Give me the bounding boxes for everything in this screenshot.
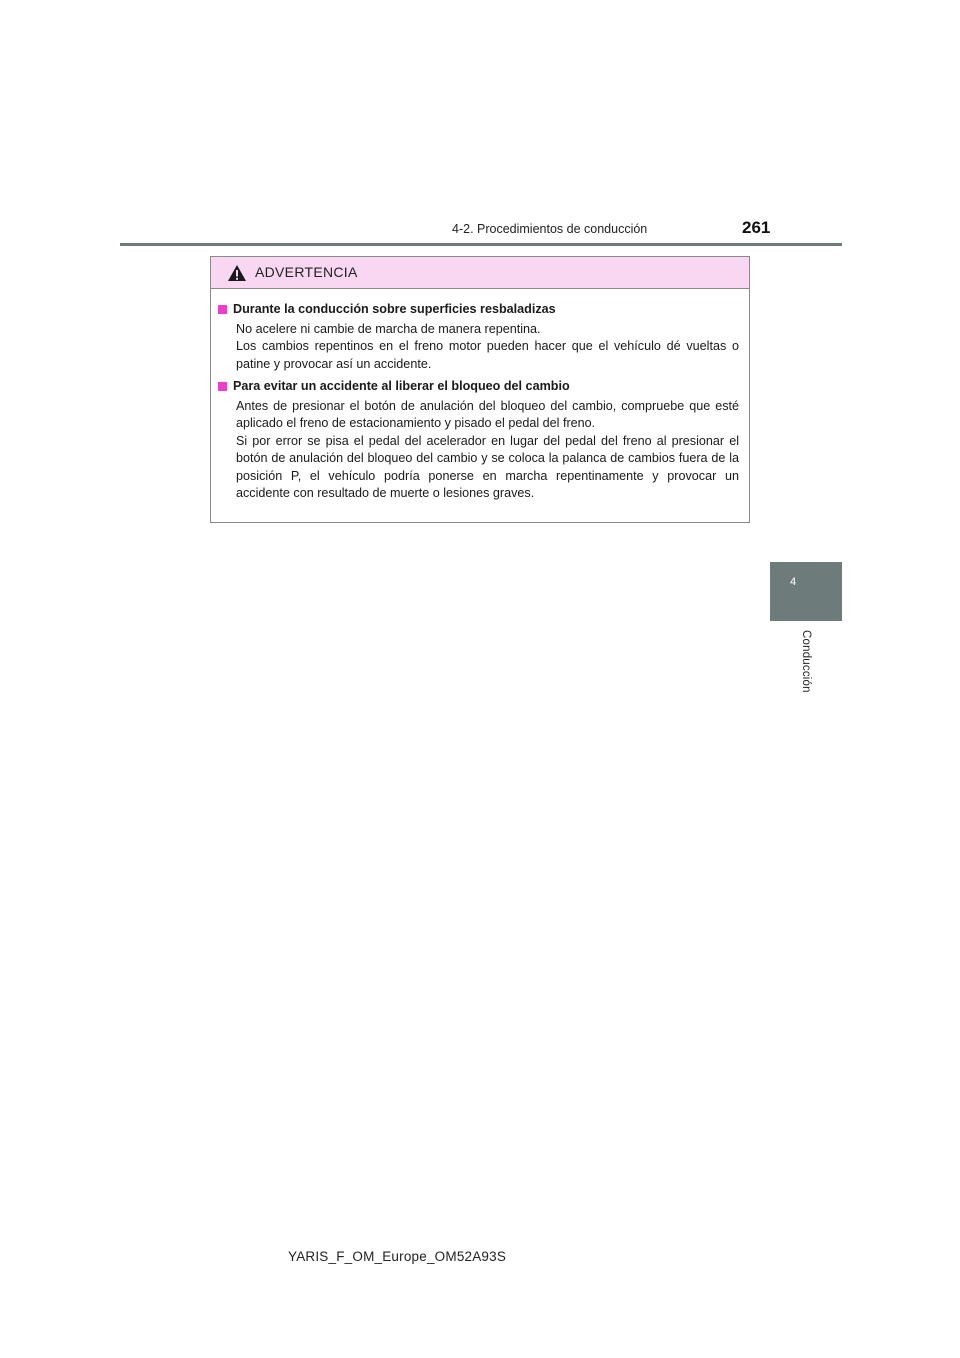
warning-item-text: Antes de presionar el botón de anulación del bloqueo del cambio, compruebe que esté aplicado el freno de estacionamiento y pisado el pedal del freno. Si por error se pisa el pedal del acelerador en lugar del pedal del freno al presionar el botón de anulación del bloqueo del cambio y se coloca la palanca de cambios fuera de la posición P, el vehículo podría ponerse en marcha repentinamente y provocar un accidente con resultado de muerte o lesiones graves. [236, 398, 739, 500]
section-title: 4-2. Procedimientos de conducción [452, 222, 648, 236]
warning-item [218, 301, 739, 373]
warning-item [218, 378, 739, 503]
warning-item-heading [218, 301, 739, 319]
square-bullet-icon [218, 382, 227, 391]
warning-item-heading-text: Para evitar un accidente al liberar el bloqueo del cambio [233, 379, 570, 393]
document-id: YARIS_F_OM_Europe_OM52A93S [288, 1249, 507, 1264]
warning-title: ADVERTENCIA [255, 264, 358, 280]
warning-header [211, 257, 749, 289]
chapter-number: 4 [790, 576, 797, 588]
warning-box [210, 256, 750, 523]
warning-triangle-icon [227, 264, 247, 282]
warning-item-heading [218, 378, 739, 396]
warning-item-text: No acelere ni cambie de marcha de manera repentina. Los cambios repentinos en el freno motor pueden hacer que el vehículo dé vueltas o patine y provocar así un accidente. [236, 321, 739, 371]
square-bullet-icon [218, 305, 227, 314]
warning-body [211, 289, 749, 503]
chapter-label: Conducción [800, 630, 812, 693]
header-divider [120, 243, 842, 246]
page-number: 261 [742, 218, 771, 237]
warning-item-heading-text: Durante la conducción sobre superficies resbaladizas [233, 302, 556, 316]
chapter-tab [770, 562, 842, 621]
